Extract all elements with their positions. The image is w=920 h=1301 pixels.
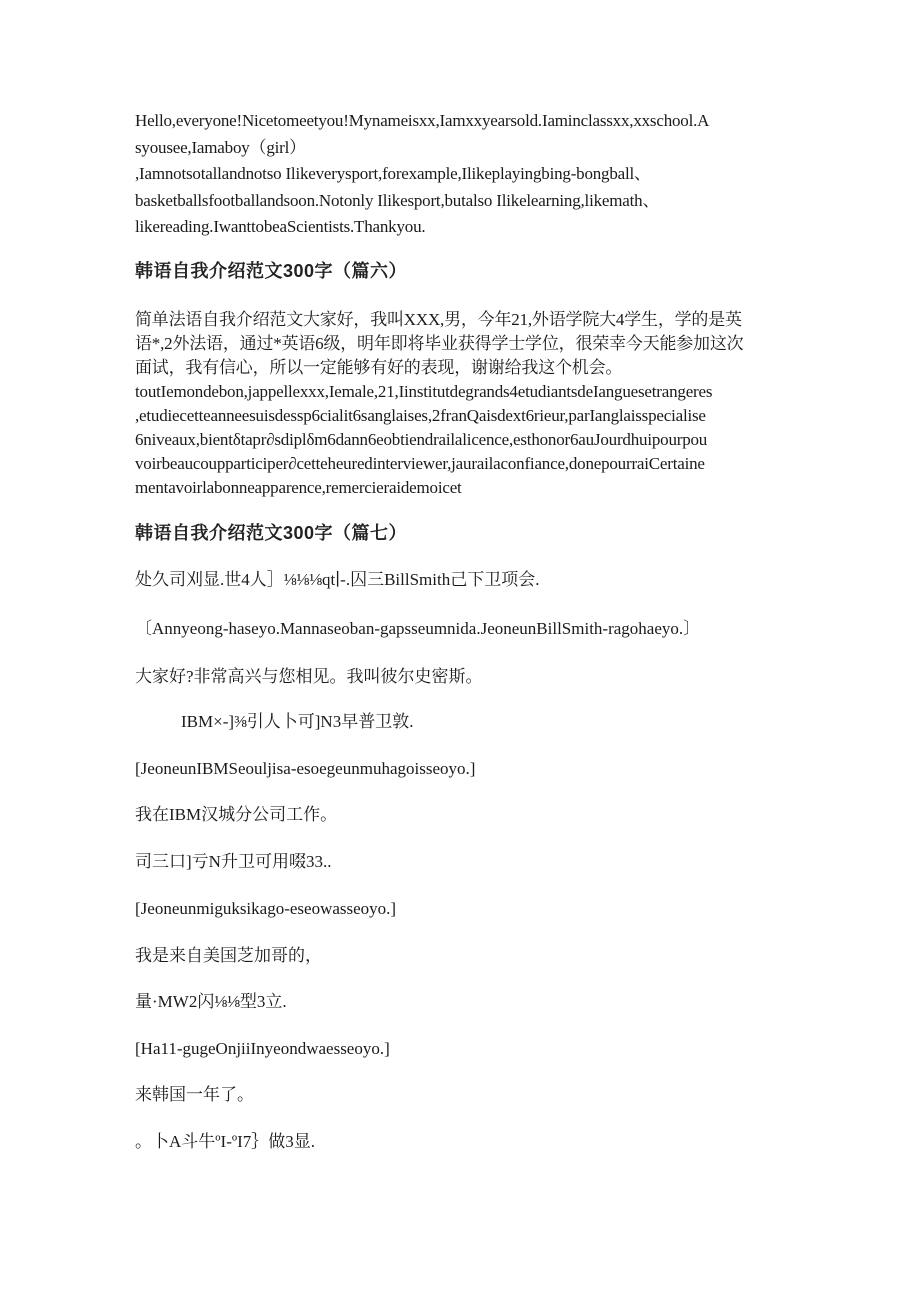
korean-line: 司三口]亏N升卫可用啜33.. — [135, 852, 332, 871]
french-paragraph — [135, 308, 795, 500]
romanization-line: [Ha11-gugeOnjiiInyeondwaesseoyo.] — [135, 1039, 390, 1058]
french-line: 简单法语自我介绍范文大家好，我叫XXX,男，今年21,外语学院大4学生，学的是英 — [135, 310, 742, 329]
romanization-line: 〔Annyeong-haseyo.Mannaseoban-gapsseumnida.JeoneunBillSmith-ragohaeyo.〕 — [135, 619, 701, 638]
intro-line: ,Iamnotsotallandnotso Ilikeverysport,forexample,Ilikeplayingbing-bongball、 — [135, 164, 651, 183]
french-line: ,etudiecetteanneesuisdessp6cialit6sanglaises,2franQaisdext6rieur,parIanglaisspecialise — [135, 406, 706, 425]
korean-line: 量·MW2闪⅛⅛型3立. — [135, 992, 287, 1011]
intro-line: basketballsfootballandsoon.Notonly Ilikesport,butalso Ilikelearning,likemath、 — [135, 190, 660, 210]
section-heading-six: 韩语自我介绍范文300字（篇六） — [135, 261, 408, 281]
romanization-line: [JeoneunIBMSeouljisa-esoegeunmuhagoisseoyo.] — [135, 759, 476, 778]
intro-line: likereading.IwanttobeaScientists.Thankyou. — [135, 217, 426, 236]
translation-line: 大家好?非常高兴与您相见。我叫彼尔史密斯。 — [135, 667, 483, 686]
translation-line: 来韩国一年了。 — [135, 1085, 254, 1104]
korean-line: 。卜A斗牛ºI-ºI7｝做3显. — [135, 1132, 316, 1151]
french-line: voirbeaucoupparticiper∂cetteheuredinterviewer,jaurailaconfiance,donepourraiCertaine — [135, 454, 705, 473]
intro-line: syousee,Iamaboy（girl） — [135, 137, 306, 157]
french-line: 面试，我有信心，所以一定能够有好的表现，谢谢给我这个机会。 — [135, 358, 623, 377]
korean-line: IBM×-]⅜引人卜可]N3早普卫敦. — [181, 712, 414, 731]
french-line: 6niveaux,bientδtapr∂sdiplδm6dann6eobtiendrailalicence,esthonor6auJourdhuipourpou — [135, 430, 708, 449]
translation-line: 我在IBM汉城分公司工作。 — [135, 805, 338, 824]
intro-line: Hello,everyone!Nicetomeetyou!Mynameisxx,Iamxxyearsold.Iaminclassxx,xxschool.A — [135, 111, 710, 130]
french-line: mentavoirlabonneapparence,remercieraidemoicet — [135, 478, 462, 497]
french-line: 语*,2外法语，通过*英语6级，明年即将毕业获得学士学位，很荣幸今天能参加这次 — [135, 334, 744, 353]
translation-line: 我是来自美国芝加哥的， — [135, 946, 322, 965]
section-heading-seven: 韩语自我介绍范文300字（篇七） — [135, 523, 408, 543]
korean-line: 处久司刈显.世4人］⅛⅛⅛qt∣-.囚三BillSmith己下卫项会. — [135, 570, 540, 589]
romanization-line: [Jeoneunmiguksikago-eseowasseoyo.] — [135, 899, 397, 918]
french-line: toutIemondebon,jappellexxx,Iemale,21,Iinstitutdegrands4etudiantsdeIanguesetrangeres — [135, 382, 713, 401]
intro-paragraph — [135, 108, 795, 241]
